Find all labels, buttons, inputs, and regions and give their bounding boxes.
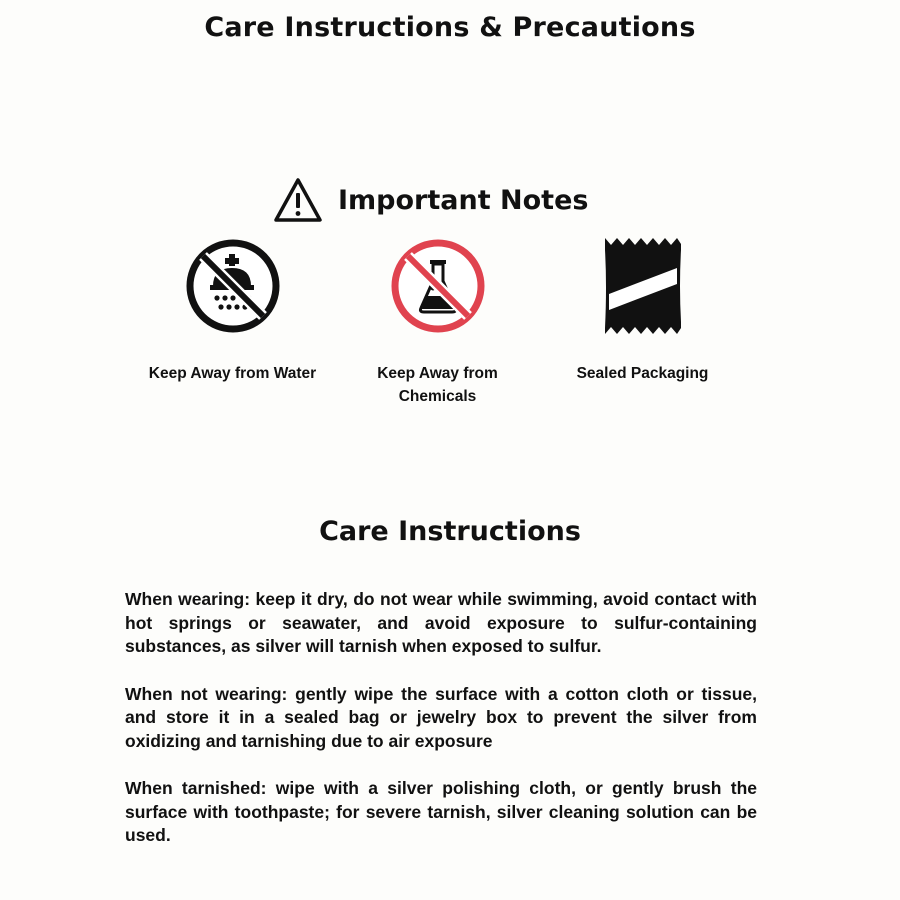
note-keep-away-chemicals [355,236,520,405]
note-sealed-packaging [555,236,730,382]
no-water-shower-icon [135,236,330,336]
warning-triangle-icon [272,176,324,224]
important-notes-header [272,176,588,224]
sealed-bag-icon [555,236,730,336]
note-label: Keep Away from Chemicals [377,365,498,405]
page-title: Care Instructions & Precautions [204,12,696,43]
care-paragraph-tarnished: When tarnished: wipe with a silver polishing cloth, or gently brush the surface with toothpaste; for severe tarnish, silver cleaning solution can be used. [125,778,757,845]
important-notes-icons [0,236,900,416]
care-instructions-body [125,588,757,872]
care-paragraph-not-wearing: When not wearing: gently wipe the surface with a cotton cloth or tissue, and store it in a sealed bag or jewelry box to prevent the silver from oxidizing and tarnishing due to air exposure [125,683,757,751]
important-notes-title: Important Notes [338,184,589,216]
note-keep-away-water [135,236,330,382]
care-instructions-title: Care Instructions [319,516,581,547]
care-paragraph-wearing: When wearing: keep it dry, do not wear while swimming, avoid contact with hot springs or seawater, and avoid exposure to sulfur-containing substances, as silver will tarnish when exposed to sulfur. [125,589,757,656]
note-label: Keep Away from Water [148,365,317,382]
no-chemicals-flask-icon [355,236,520,336]
note-label: Sealed Packaging [576,365,709,382]
